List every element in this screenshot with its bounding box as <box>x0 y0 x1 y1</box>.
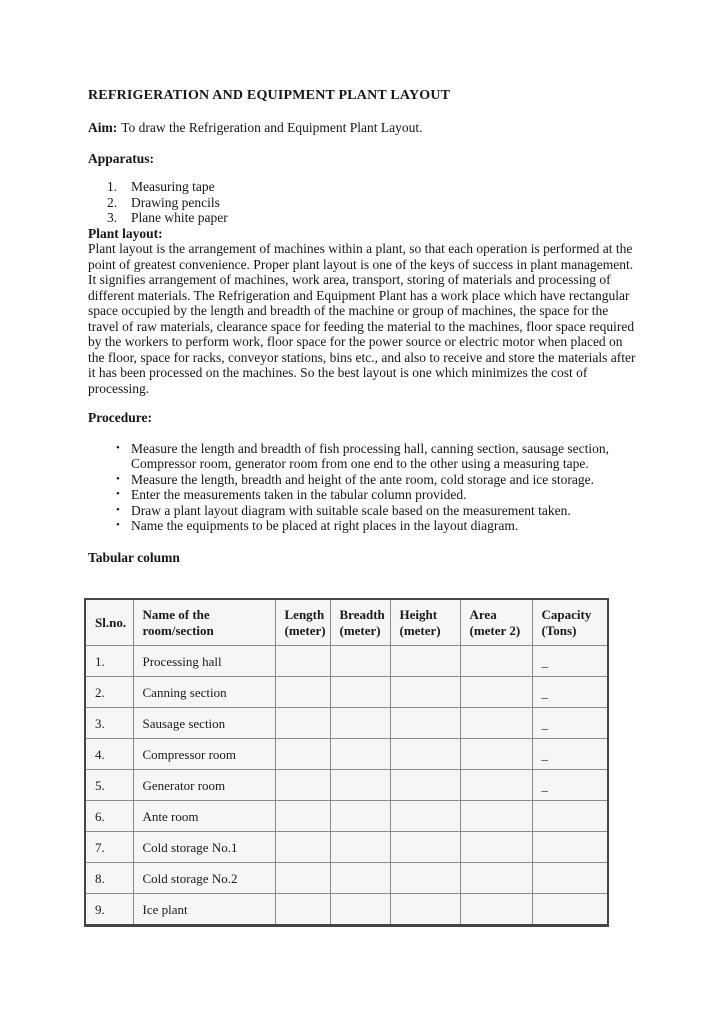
table-row <box>85 894 608 926</box>
item-text: Plane white paper <box>131 210 228 225</box>
cell-breadth <box>330 646 390 677</box>
procedure-item <box>88 487 637 503</box>
table-row <box>85 739 608 770</box>
cell-length <box>275 801 330 832</box>
aim-text: To draw the Refrigeration and Equipment Plant Layout. <box>121 120 423 135</box>
cell-slno: 1. <box>85 646 133 677</box>
apparatus-list <box>88 179 637 226</box>
item-text: Measuring tape <box>131 179 215 194</box>
item-text: Name the equipments to be placed at right places in the layout diagram. <box>131 518 519 533</box>
procedure-item <box>88 503 637 519</box>
cell-area <box>460 770 532 801</box>
item-text: Draw a plant layout diagram with suitable scale based on the measurement taken. <box>131 502 571 518</box>
cell-slno: 5. <box>85 770 133 801</box>
cell-slno: 7. <box>85 832 133 863</box>
cell-capacity <box>532 863 608 894</box>
table-header-row <box>85 599 608 646</box>
cell-name: Cold storage No.2 <box>133 863 275 894</box>
cell-breadth <box>330 801 390 832</box>
cell-breadth <box>330 894 390 926</box>
cell-height <box>390 739 460 770</box>
cell-name: Ice plant <box>133 894 275 926</box>
item-text: Drawing pencils <box>131 194 220 210</box>
cell-height <box>390 677 460 708</box>
table-row <box>85 863 608 894</box>
cell-slno: 9. <box>85 894 133 926</box>
cell-area <box>460 832 532 863</box>
cell-slno: 6. <box>85 801 133 832</box>
table-row <box>85 708 608 739</box>
cell-height <box>390 832 460 863</box>
tabular-column-heading: Tabular column <box>88 549 180 565</box>
procedure-item <box>88 441 637 472</box>
cell-length <box>275 894 330 926</box>
cell-length <box>275 863 330 894</box>
table-row <box>85 801 608 832</box>
cell-length <box>275 832 330 863</box>
bullet-marker: • <box>116 441 120 454</box>
cell-slno: 2. <box>85 677 133 708</box>
apparatus-item <box>88 210 637 226</box>
cell-breadth <box>330 677 390 708</box>
apparatus-item <box>88 195 637 211</box>
cell-length <box>275 646 330 677</box>
item-text: Measure the length and breadth of fish processing hall, canning section, sausage section, Compressor room, generator room from one end to the other using a measuring tape. <box>131 440 609 471</box>
cell-length <box>275 739 330 770</box>
cell-breadth <box>330 739 390 770</box>
table-row <box>85 770 608 801</box>
item-text: Measure the length, breadth and height of the ante room, cold storage and ice storage. <box>131 471 594 487</box>
cell-height <box>390 708 460 739</box>
col-header-height: Height (meter) <box>390 599 460 646</box>
aim-label: Aim: <box>88 120 118 135</box>
cell-area <box>460 677 532 708</box>
cell-breadth <box>330 708 390 739</box>
cell-capacity <box>532 832 608 863</box>
cell-height <box>390 863 460 894</box>
cell-name: Ante room <box>133 801 275 832</box>
cell-breadth <box>330 832 390 863</box>
cell-capacity <box>532 801 608 832</box>
procedure-item <box>88 518 637 534</box>
cell-name: Compressor room <box>133 739 275 770</box>
cell-capacity <box>532 894 608 926</box>
col-header-area: Area (meter 2) <box>460 599 532 646</box>
col-header-length: Length (meter) <box>275 599 330 646</box>
cell-area <box>460 801 532 832</box>
cell-area <box>460 739 532 770</box>
cell-height <box>390 646 460 677</box>
bullet-marker: • <box>116 472 120 485</box>
table-row <box>85 677 608 708</box>
aim-line <box>88 120 637 135</box>
document-content <box>88 88 637 927</box>
cell-name: Cold storage No.1 <box>133 832 275 863</box>
apparatus-heading: Apparatus: <box>88 151 155 166</box>
cell-slno: 8. <box>85 863 133 894</box>
bullet-marker: • <box>116 519 120 531</box>
cell-area <box>460 863 532 894</box>
cell-capacity: _ <box>532 646 608 677</box>
cell-capacity: _ <box>532 770 608 801</box>
item-number: 1. <box>107 179 118 194</box>
document-title: REFRIGERATION AND EQUIPMENT PLANT LAYOUT <box>88 88 451 103</box>
table-row <box>85 832 608 863</box>
cell-slno: 3. <box>85 708 133 739</box>
cell-name: Sausage section <box>133 708 275 739</box>
table-row <box>85 646 608 677</box>
cell-length <box>275 770 330 801</box>
plant-layout-paragraph: Plant layout is the arrangement of machines within a plant, so that each operation is performed at the point of greatest convenience. Proper plant layout is one of the keys of success in plant management. It signifies arrangement of machines, work area, transport, storing of materials and processing of different materials. The Refrigeration and Equipment Plant has a work place which have rectangular space occupied by the length and breadth of the machine or group of machines, the space for the travel of raw materials, clearance space for feeding the material to the machines, floor space required by the workers to perform work, floor space for the power source or electric motor when placed on the floor, space for racks, conveyor stations, bins etc., and also to receive and store the materials after it has been processed on the machines. So the best layout is one which minimizes the cost of processing. <box>88 241 636 396</box>
cell-slno: 4. <box>85 739 133 770</box>
cell-height <box>390 801 460 832</box>
bullet-marker: • <box>116 488 120 500</box>
cell-area <box>460 894 532 926</box>
cell-breadth <box>330 863 390 894</box>
cell-name: Canning section <box>133 677 275 708</box>
cell-capacity: _ <box>532 677 608 708</box>
cell-capacity: _ <box>532 708 608 739</box>
item-text: Enter the measurements taken in the tabular column provided. <box>131 487 467 502</box>
item-number: 2. <box>107 194 118 210</box>
procedure-heading: Procedure: <box>88 410 152 425</box>
plant-layout-heading: Plant layout: <box>88 225 163 241</box>
col-header-slno: Sl.no. <box>85 599 133 646</box>
col-header-capacity: Capacity (Tons) <box>532 599 608 646</box>
cell-height <box>390 894 460 926</box>
col-header-breadth: Breadth (meter) <box>330 599 390 646</box>
cell-area <box>460 708 532 739</box>
cell-area <box>460 646 532 677</box>
col-header-name: Name of the room/section <box>133 599 275 646</box>
cell-height <box>390 770 460 801</box>
cell-breadth <box>330 770 390 801</box>
item-number: 3. <box>107 210 118 225</box>
cell-capacity: _ <box>532 739 608 770</box>
cell-length <box>275 708 330 739</box>
procedure-list <box>88 441 637 534</box>
measurement-table <box>84 598 609 927</box>
cell-name: Generator room <box>133 770 275 801</box>
apparatus-item <box>88 179 637 195</box>
bullet-marker: • <box>116 503 120 516</box>
procedure-item <box>88 472 637 488</box>
cell-name: Processing hall <box>133 646 275 677</box>
cell-length <box>275 677 330 708</box>
